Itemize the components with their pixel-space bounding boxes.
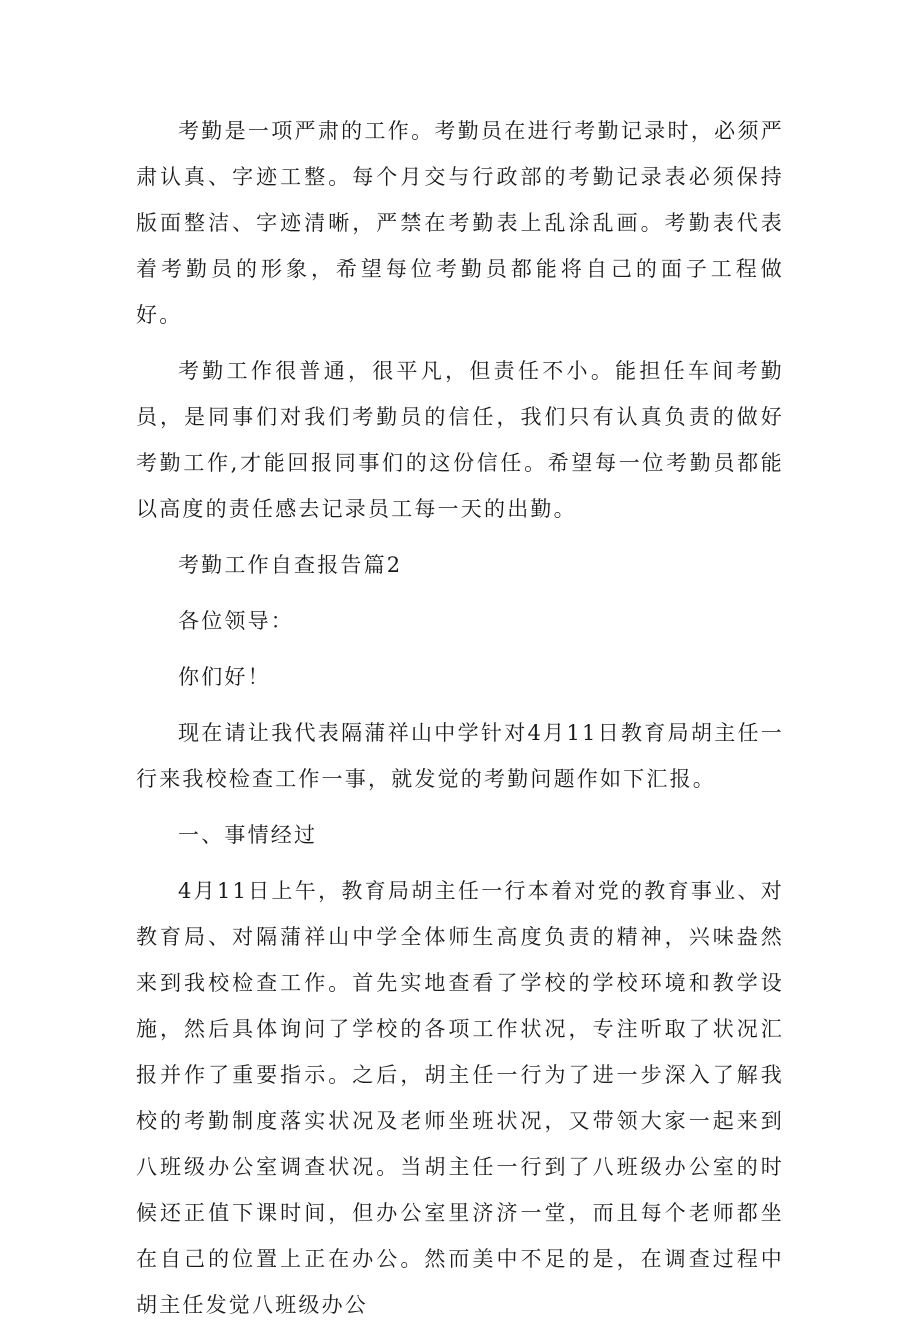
greeting: 你们好！ xyxy=(178,665,271,689)
section-title: 考勤工作自查报告篇2 xyxy=(178,553,403,577)
paragraph-event-body: 4月11日上午，教育局胡主任一行本着对党的教育事业、对教育局、对隔蒲祥山中学全体师生高度负责的精神，兴味盎然来到我校检查工作。首先实地查看了学校的学校环境和教学设施，然后具体询问了学校的各项工作状况，专注听取了状况汇报并作了重要指示。之后，胡主任一行为了进一步深入了解我校的考勤制度落实状况及老师坐班状况，又带领大家一起来到八班级办公室调查状况。当胡主任一行到了八班级办公室的时候还正值下课时间，但办公室里济济一堂，而且每个老师都坐在自己的位置上正在办公。然而美中不足的是，在调查过程中胡主任发觉八班级办公 xyxy=(136,879,784,1317)
paragraph-intro: 现在请让我代表隔蒲祥山中学针对4月11日教育局胡主任一行来我校检查工作一事，就发觉的考勤问题作如下汇报。 xyxy=(136,721,784,791)
paragraph-attendance-seriousness: 考勤是一项严肃的工作。考勤员在进行考勤记录时，必须严肃认真、字迹工整。每个月交与行政部的考勤记录表必须保持版面整洁、字迹清晰，严禁在考勤表上乱涂乱画。考勤表代表着考勤员的形象，希望每位考勤员都能将自己的面子工程做好。 xyxy=(136,119,784,327)
paragraph-attendance-responsibility: 考勤工作很普通，很平凡，但责任不小。能担任车间考勤员，是同事们对我们考勤员的信任，我们只有认真负责的做好考勤工作,才能回报同事们的这份信任。希望每一位考勤员都能以高度的责任感去记录员工每一天的出勤。 xyxy=(136,359,784,521)
salutation: 各位领导： xyxy=(178,609,294,633)
document-body xyxy=(136,108,784,1338)
heading-event-course: 一、事情经过 xyxy=(178,823,318,847)
